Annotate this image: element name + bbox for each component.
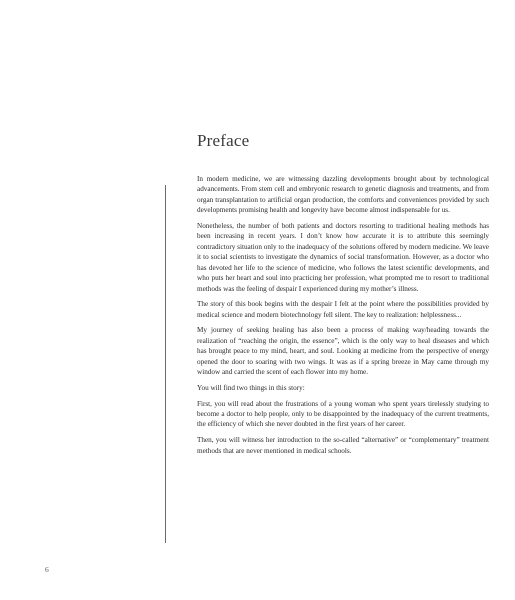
margin-rule [165, 185, 166, 543]
paragraph: You will find two things in this story: [197, 383, 305, 392]
paragraph: My journey of seeking healing has also been a process of making way/heading towards the realization of “reaching the origin, the essence”, which is the only way to heal diseases and which has brought peace to my mind, heart, and soul. Looking at medicine from the perspective of energy opened the door to soaring with two wings. It was as if a spring breeze in May came through my window and carried the scent of each flower into my home. [197, 326, 489, 377]
chapter-title: Preface [197, 131, 250, 150]
paragraph: The story of this book begins with the despair I felt at the point where the possibilities provided by medical science and modern biotechnology fell silent. The key to realization: helplessness... [197, 300, 489, 319]
body-text [197, 174, 489, 461]
paragraph: Nonetheless, the number of both patients and doctors resorting to traditional healing methods has been increasing in recent years. I don’t know how accurate it is to attribute this seemingly contradictory situation only to the inadequacy of the solutions offered by modern medicine. We leave it to social scientists to investigate the dynamics of social transformation. However, as a doctor who has devoted her life to the science of medicine, who follows the latest scientific developments, and who puts her heart and soul into practicing her profession, what prompted me to resort to traditional methods was the feeling of despair I experienced during my mother’s illness. [197, 222, 489, 293]
page-number: 6 [45, 565, 49, 574]
paragraph: Then, you will witness her introduction to the so-called “alternative” or “complementary” treatment methods that are never mentioned in medical schools. [197, 436, 489, 455]
paragraph: In modern medicine, we are witnessing dazzling developments brought about by technological advancements. From stem cell and embryonic research to genetic diagnosis and treatments, and from organ transplantation to artificial organ production, the comforts and conveniences provided by such developments promising health and longevity have become almost indispensable for us. [197, 175, 489, 215]
paragraph: First, you will read about the frustrations of a young woman who spent years tirelessly studying to become a doctor to help people, only to be disappointed by the inadequacy of the current treatments, the efficiency of which she never doubted in the first years of her career. [197, 399, 489, 429]
